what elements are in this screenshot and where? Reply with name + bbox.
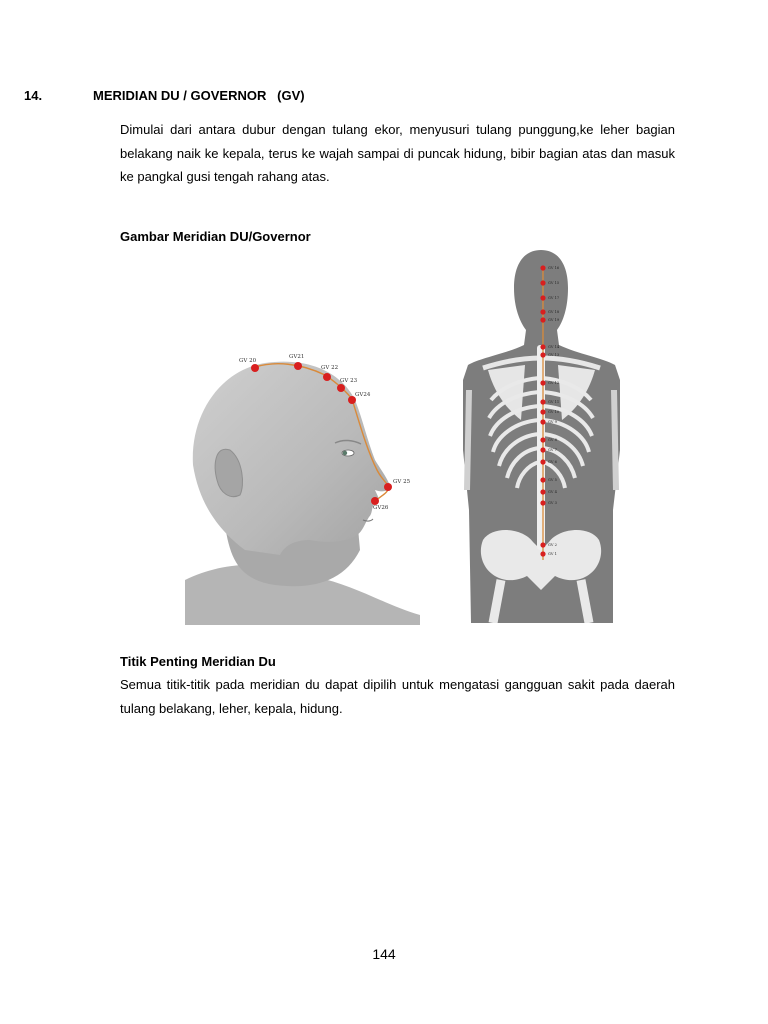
point-label: GV 15 <box>548 281 560 285</box>
point-label: GV 2 <box>548 543 557 547</box>
point-label: GV 19 <box>548 318 560 322</box>
intro-paragraph: Dimulai dari antara dubur dengan tulang ekor, menyusuri tulang punggung,ke leher bagian belakang naik ke kepala, terus ke wajah sampai di puncak hidung, bibir bagian atas dan masuk ke pangkal gusi tengah rahang atas. <box>120 122 675 184</box>
point-label: GV 18 <box>548 310 560 314</box>
point-label: GV 6 <box>548 460 557 464</box>
point-label: GV 13 <box>548 353 560 357</box>
point-label: GV 17 <box>548 296 560 300</box>
point-label: GV 8 <box>548 438 557 442</box>
point-label: GV 25 <box>393 479 411 485</box>
point-label: GV 1 <box>548 552 557 556</box>
point-label: GV 16 <box>548 266 560 270</box>
section-number: 14. <box>24 88 43 103</box>
back-meridian-figure <box>463 250 620 623</box>
point-label: GV 22 <box>321 365 339 371</box>
point-label: GV 9 <box>548 420 557 424</box>
point-label: GV 11 <box>548 400 560 404</box>
point-label: GV 5 <box>548 478 557 482</box>
point-label: GV 4 <box>548 490 557 494</box>
head-meridian-figure <box>185 345 420 625</box>
point-label: GV 20 <box>239 358 257 364</box>
point-label: GV 14 <box>548 345 560 349</box>
point-label: GV24 <box>355 392 371 398</box>
point-label: GV 23 <box>340 378 358 384</box>
point-label: GV 7 <box>548 448 557 452</box>
page-number: 144 <box>372 946 396 962</box>
important-points-title: Titik Penting Meridian Du <box>120 654 276 669</box>
point-label: GV26 <box>373 505 389 511</box>
point-label: GV21 <box>289 354 305 360</box>
point-label: GV 3 <box>548 501 557 505</box>
point-label: GV 10 <box>548 410 560 414</box>
figure-caption: Gambar Meridian DU/Governor <box>120 229 311 244</box>
section-title: MERIDIAN DU / GOVERNOR (GV) <box>93 88 305 103</box>
important-points-text: Semua titik-titik pada meridian du dapat dipilih untuk mengatasi gangguan sakit pada daerah tulang belakang, leher, kepala, hidung. <box>120 677 675 716</box>
spine <box>537 345 545 550</box>
point-label: GV 12 <box>548 381 560 385</box>
